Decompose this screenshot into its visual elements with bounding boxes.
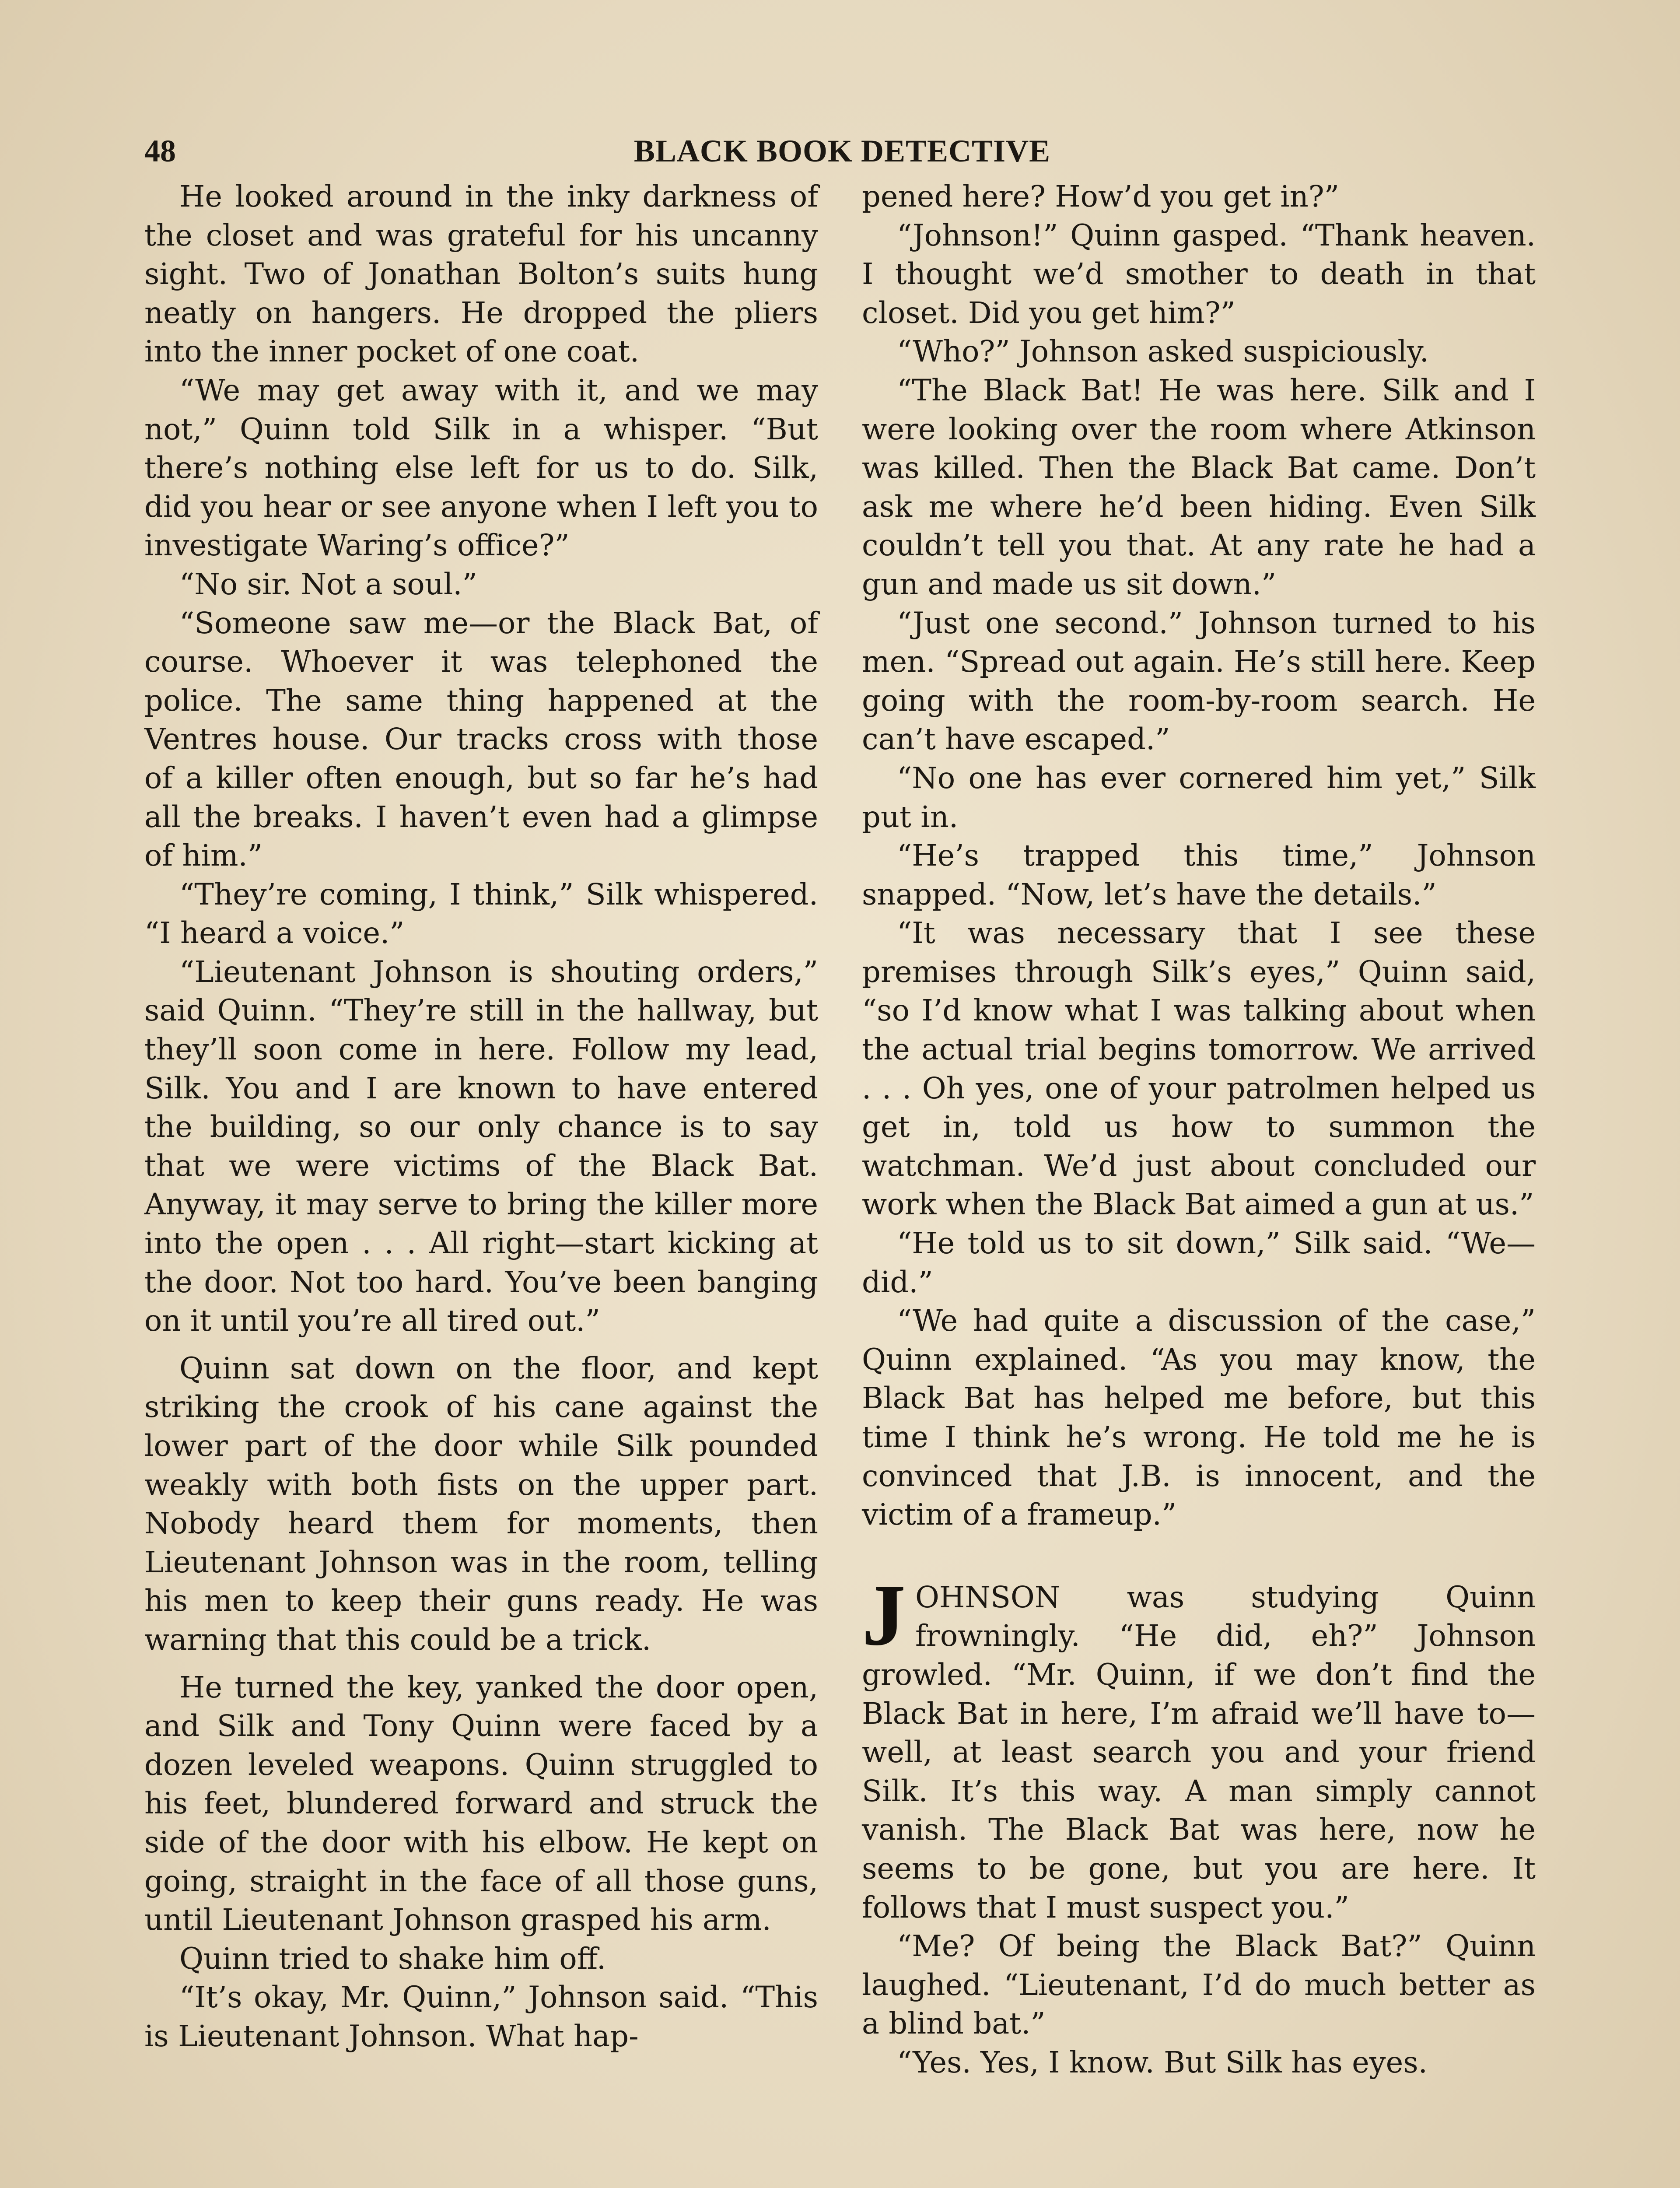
paragraph: “No one has ever cornered him yet,” Silk put in. xyxy=(862,761,1536,834)
paragraph: “He told us to sit down,” Silk said. “We—did.” xyxy=(862,1226,1536,1299)
paragraph: “We had quite a discussion of the case,” Quinn explained. “As you may know, the Black Bat has helped me before, but this time I think he’s wrong. He told me he is convinced that J.B. is innocent, and the victim of a frameup.” xyxy=(862,1304,1536,1532)
paragraph: “Johnson!” Quinn gasped. “Thank heaven. I thought we’d smother to death in that closet. Did you get him?” xyxy=(862,218,1536,330)
paragraph: “No sir. Not a soul.” xyxy=(179,567,477,601)
paragraph: “Who?” Johnson asked suspiciously. xyxy=(897,334,1429,369)
paragraph: He turned the key, yanked the door open, and Silk and Tony Quinn were faced by a dozen leveled weapons. Quinn struggled to his feet, blundered forward and struck the side of the door with his elbow. He kept on going, straight in the face of all those guns, until Lieutenant Johnson grasped his arm. xyxy=(144,1670,818,1937)
paragraph: “Yes. Yes, I know. But Silk has eyes. xyxy=(897,2045,1428,2079)
paragraph: “The Black Bat! He was here. Silk and I were looking over the room where Atkinson was killed. Then the Black Bat came. Don’t ask me where he’d been hiding. Even Silk couldn’t tell you that. At any rate he had a gun and made us sit down.” xyxy=(862,373,1536,601)
section-opening-paragraph xyxy=(862,1567,1536,1927)
paragraph: “It was necessary that I see these premises through Silk’s eyes,” Quinn said, “so I’d know what I was talking about when the actual trial begins tomorrow. We arrived . . . Oh yes, one of your patrolmen helped us get in, told us how to summon the watchman. We’d just about concluded our work when the Black Bat aimed a gun at us.” xyxy=(862,916,1536,1222)
paragraph: “Me? Of being the Black Bat?” Quinn laughed. “Lieutenant, I’d do much better as a blind bat.” xyxy=(862,1929,1536,2041)
running-head-title: BLACK BOOK DETECTIVE xyxy=(634,133,1051,168)
paragraph: “Someone saw me—or the Black Bat, of course. Whoever it was telephoned the police. The same thing happened at the Ventres house. Our tracks cross with those of a killer often enough, but so far he’s had all the breaks. I haven’t even had a glimpse of him.” xyxy=(144,606,818,873)
paragraph: “It’s okay, Mr. Quinn,” Johnson said. “This is Lieutenant Johnson. What hap- xyxy=(144,1980,818,2053)
paragraph: “We may get away with it, and we may not,” Quinn told Silk in a whisper. “But there’s nothing else left for us to do. Silk, did you hear or see anyone when I left you to investigate Waring’s office?” xyxy=(144,373,818,563)
page-header xyxy=(144,131,1540,171)
paragraph: “Just one second.” Johnson turned to his men. “Spread out again. He’s still here. Keep going with the room-by-room search. He can’t have escaped.” xyxy=(862,606,1536,757)
paragraph: He looked around in the inky darkness of the closet and was grateful for his uncanny sight. Two of Jonathan Bolton’s suits hung neatly on hangers. He dropped the pliers into the inner pocket of one coat. xyxy=(144,179,818,369)
paragraph: Quinn sat down on the floor, and kept striking the crook of his cane against the lower part of the door while Silk pounded weakly with both fists on the upper part. Nobody heard them for moments, then Lieutenant Johnson was in the room, telling his men to keep their guns ready. He was warning that this could be a trick. xyxy=(144,1351,818,1657)
left-column xyxy=(144,177,818,2056)
paragraph: “He’s trapped this time,” Johnson snapped. “Now, let’s have the details.” xyxy=(862,838,1536,912)
right-column xyxy=(862,177,1536,2082)
page-number: 48 xyxy=(144,133,176,168)
section-opening-text: OHNSON was studying Quinn frowningly. “He did, eh?” Johnson growled. “Mr. Quinn, if we don’t find the Black Bat in here, I’m afraid we’ll have to—well, at least search you and your friend Silk. It’s this way. A man simply cannot vanish. The Black Bat was here, now he seems to be gone, but you are here. It follows that I must suspect you.” xyxy=(862,1580,1536,1925)
paragraph-continued: pened here? How’d you get in?” xyxy=(862,179,1339,214)
paragraph: Quinn tried to shake him off. xyxy=(179,1941,606,1976)
drop-cap: J xyxy=(862,1567,906,1664)
paragraph: “Lieutenant Johnson is shouting orders,” said Quinn. “They’re still in the hallway, but they’ll soon come in here. Follow my lead, Silk. You and I are known to have entered the building, so our only chance is to say that we were victims of the Black Bat. Anyway, it may serve to bring the killer more into the open . . . All right—start kicking at the door. Not too hard. You’ve been banging on it until you’re all tired out.” xyxy=(144,954,818,1338)
paragraph: “They’re coming, I think,” Silk whispered. “I heard a voice.” xyxy=(144,877,818,950)
